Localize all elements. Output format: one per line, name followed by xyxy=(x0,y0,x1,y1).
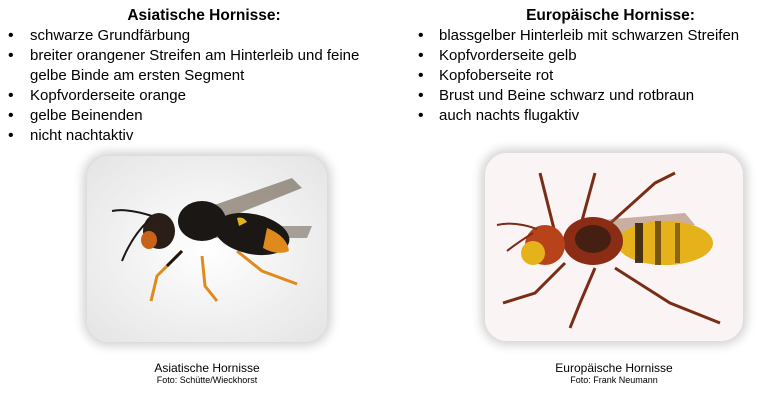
asian-hornet-photo xyxy=(87,156,327,342)
asian-hornet-heading: Asiatische Hornisse: xyxy=(127,7,281,24)
asian-caption-credit: Foto: Schütte/Wieckhorst xyxy=(156,375,258,385)
asian-fact-item: • breiter orangener Streifen am Hinterleib und feine gelbe Binde am ersten Segment xyxy=(0,46,390,86)
asian-caption-title: Asiatische Hornisse xyxy=(154,361,260,375)
asian-hornet-illustration xyxy=(87,156,327,342)
asian-hornet-facts xyxy=(0,26,390,146)
european-fact-item: • Kopfvorderseite gelb xyxy=(410,46,783,66)
european-caption-title: Europäische Hornisse xyxy=(555,361,673,375)
asian-fact-item: • Kopfvorderseite orange xyxy=(0,86,390,106)
european-hornet-heading: Europäische Hornisse: xyxy=(526,7,695,24)
european-hornet-facts xyxy=(410,26,783,126)
asian-hornet-column xyxy=(0,0,390,146)
european-hornet-photo xyxy=(485,153,743,341)
european-fact-item: • Brust und Beine schwarz und rotbraun xyxy=(410,86,783,106)
european-caption-credit: Foto: Frank Neumann xyxy=(570,375,658,385)
asian-fact-item: • gelbe Beinenden xyxy=(0,106,390,126)
asian-hornet-caption xyxy=(87,361,327,386)
european-hornet-column xyxy=(410,0,783,126)
european-fact-item: • auch nachts flugaktiv xyxy=(410,106,783,126)
european-fact-item: • Kopfoberseite rot xyxy=(410,66,783,86)
european-fact-item: • blassgelber Hinterleib mit schwarzen Streifen xyxy=(410,26,783,46)
asian-fact-item: • nicht nachtaktiv xyxy=(0,126,390,146)
european-hornet-illustration xyxy=(485,153,743,341)
european-hornet-caption xyxy=(485,361,743,386)
asian-fact-item: • schwarze Grundfärbung xyxy=(0,26,390,46)
